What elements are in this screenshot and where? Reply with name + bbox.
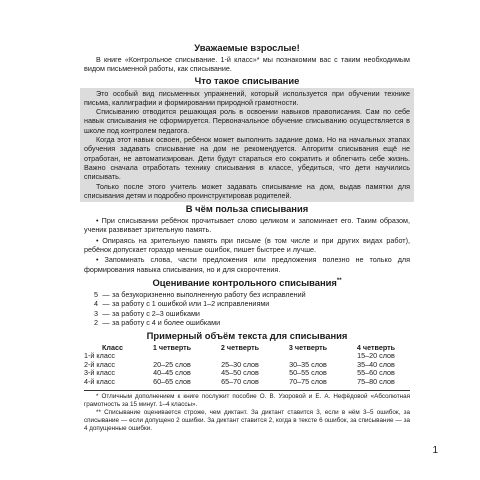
grade-dash: — [102,308,110,318]
benefit-title: В чём польза списывания [185,203,309,215]
section-benefit [84,203,410,274]
table-cell: 55–60 слов [357,368,395,378]
grading-title [84,275,410,289]
grading-title-footnote-mark: ** [336,277,342,284]
table-cell: 3-й класс [84,368,116,378]
grade-mark: 4 [94,299,98,309]
table-cell: 35–40 слов [357,359,395,369]
volume-header-cell: Класс [102,342,123,352]
table-cell: 25–30 слов [221,359,259,369]
greeting-paragraph: В книге «Контрольное списывание. 1-й класс»* мы познакомим вас с таким необходимым видом письменной работы, как списывание. [84,55,410,74]
grade-item [84,299,410,308]
volume-header-cell: 4 четверть [356,342,396,352]
volume-table [84,343,410,387]
table-cell: 4-й класс [84,377,116,387]
section-greeting [84,42,410,74]
greeting-title: Уважаемые взрослые! [194,42,300,53]
table-cell: 50–55 слов [289,368,327,378]
grade-text: за безукоризненно выполненную работу без исправлений [112,290,306,300]
grade-text: за работу с 2–3 ошибками [112,308,200,318]
table-cell: 65–70 слов [221,377,259,387]
grade-item [84,318,410,327]
volume-header-cell: 3 четверть [288,342,328,352]
grade-list [84,290,410,328]
what-is-paragraph: Списыванию отводится решающая роль в освоении навыков правописания. Сам по себе навык списывания не сформируется. Первоначальное обучение списыванию осуществляется в школе под контролем педагога. [84,107,410,135]
grade-text: за работу с 4 и более ошибками [112,318,221,328]
grade-dash: — [102,318,110,328]
table-cell: 40–45 слов [153,368,191,378]
what-is-paragraph: Когда этот навык освоен, ребёнок может выполнить задание дома. Но на начальных этапах обучения задавать списывание на дом не рекомендуется. Алгоритм списывания ещё не отработан, не автоматизирован. Дети будут стараться его сократить и облегчить себе жизнь. Важно сначала отработать технику списывания в классе, убедиться, что дети научились списывать. [84,135,410,182]
table-cell: 60–65 слов [153,377,191,387]
footnote: * Отличным дополнением к книге послужит пособие О. В. Узоровой и Е. А. Нефёдовой «Абсолютная грамотность за 15 минут. 1–4 классы». [84,392,410,408]
grade-dash: — [102,290,110,300]
table-cell: 15–20 слов [357,351,395,361]
what-is-shaded-block [80,88,414,203]
table-cell: 2-й класс [84,359,116,369]
grade-text: за работу с 1 ошибкой или 1–2 исправлениями [112,299,270,309]
table-cell: 30–35 слов [289,359,327,369]
volume-header-cell: 2 четверть [220,342,260,352]
what-is-paragraph: Это особый вид письменных упражнений, который используется при обучении технике письма, каллиграфии и формировании природной грамотности. [84,88,410,107]
table-cell: 20–25 слов [153,359,191,369]
footnote: ** Списывание оценивается строже, чем диктант. За диктант ставится 3, если в нём 3–5 ошибок, за списывание — если допущено 2 ошибки. За диктант ставится 2, когда в тексте 6 ошибок, за списывание — за 4 допущенные ошибки. [84,409,410,433]
volume-header-cell: 1 четверть [152,342,192,352]
grade-item [84,309,410,318]
table-cell: 75–80 слов [357,377,395,387]
benefit-item: • При списывании ребёнок прочитывает слово целиком и запоминает его. Таким образом, ученик развивает зрительную память. [84,216,410,235]
table-cell: 70–75 слов [289,377,327,387]
benefit-item: • Запоминать слова, части предложения или предложения полезно не только для формирования навыка списывания, но и для скорочтения. [84,255,410,274]
table-cell: 1-й класс [84,351,116,361]
grade-mark: 2 [94,318,98,328]
table-cell: 45–50 слов [221,368,259,378]
what-is-title: Что такое списывание [194,74,300,86]
section-volume [84,330,410,387]
grade-item [84,290,410,299]
volume-title: Примерный объём текста для списывания [146,329,348,341]
grading-title-text: Оценивание контрольного списывания [152,277,337,289]
table-row [84,378,410,387]
footnotes [84,390,410,434]
page-number: 1 [432,445,438,456]
grade-dash: — [102,299,110,309]
benefit-item: • Опираясь на зрительную память при письме (в том числе и при других видах работ), ребёнок допускает гораздо меньше ошибок, пишет быстрее и лучше. [84,235,410,255]
grade-mark: 5 [94,290,98,300]
what-is-paragraph: Только после этого учитель может задавать списывание на дом, выдав памятки для списывания детям и подробно проинструктировав родителей. [84,181,410,200]
section-grading [84,275,410,328]
grade-mark: 3 [94,308,98,318]
section-what-is [84,75,410,203]
